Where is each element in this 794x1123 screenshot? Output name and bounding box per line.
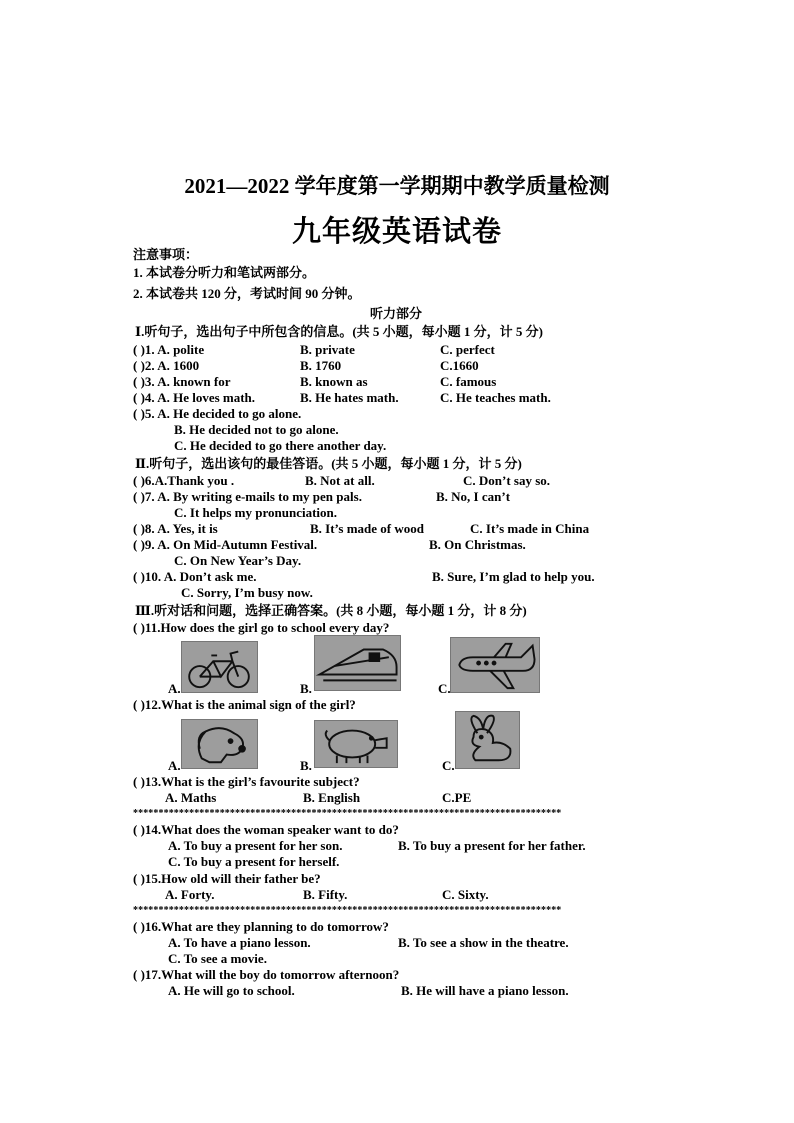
option-b: B. He decided not to go alone. xyxy=(174,422,339,437)
option-c: C. To see a movie. xyxy=(168,951,267,966)
separator-line: ************************************************************************************ xyxy=(133,808,562,819)
question-1: ( )1. A. polite xyxy=(133,342,205,357)
note-item: 2. 本试卷共 120 分，考试时间 90 分钟。 xyxy=(133,286,361,301)
question-11: ( )11.How does the girl go to school every day? xyxy=(133,620,390,635)
option-c: C.1660 xyxy=(440,358,479,373)
notes-heading: 注意事项： xyxy=(133,247,199,262)
option-b: B. Fifty. xyxy=(303,887,348,902)
pig-icon xyxy=(314,720,398,768)
bicycle-icon xyxy=(181,641,258,693)
question-7: ( )7. A. By writing e-mails to my pen pals. xyxy=(133,489,362,504)
note-item: 1. 本试卷分听力和笔试两部分。 xyxy=(133,265,316,280)
question-14: ( )14.What does the woman speaker want to do? xyxy=(133,822,399,837)
question-13: ( )13.What is the girl’s favourite subject? xyxy=(133,774,360,789)
option-c: C. It’s made in China xyxy=(470,521,590,536)
option-a: A. xyxy=(168,758,181,773)
question-4: ( )4. A. He loves math. xyxy=(133,390,256,405)
part1-title: Ⅰ.听句子，选出句子中所包含的信息。(共 5 小题，每小题 1 分，计 5 分) xyxy=(135,324,543,339)
part3-title: Ⅲ.听对话和问题，选择正确答案。(共 8 小题，每小题 1 分，计 8 分) xyxy=(135,603,527,618)
option-c: C. He decided to go there another day. xyxy=(174,438,387,453)
option-c: C. Sorry, I’m busy now. xyxy=(181,585,313,600)
question-16: ( )16.What are they planning to do tomorrow? xyxy=(133,919,389,934)
option-c: C. Don’t say so. xyxy=(463,473,551,488)
section-heading: 听力部分 xyxy=(370,306,423,321)
question-3: ( )3. A. known for xyxy=(133,374,231,389)
exam-title: 2021—2022 学年度第一学期期中教学质量检测 xyxy=(184,174,610,198)
option-c: C. Sixty. xyxy=(442,887,489,902)
option-b: B. known as xyxy=(300,374,368,389)
question-2: ( )2. A. 1600 xyxy=(133,358,200,373)
option-c: C. perfect xyxy=(440,342,495,357)
question-9: ( )9. A. On Mid-Autumn Festival. xyxy=(133,537,318,552)
dog-icon xyxy=(181,719,258,769)
question-5: ( )5. A. He decided to go alone. xyxy=(133,406,302,421)
option-b: B. xyxy=(300,681,312,696)
exam-subtitle: 九年级英语试卷 xyxy=(291,216,502,248)
option-c: C. xyxy=(438,681,451,696)
option-c: C. He teaches math. xyxy=(440,390,551,405)
option-a: A. Forty. xyxy=(165,887,215,902)
question-8: ( )8. A. Yes, it is xyxy=(133,521,218,536)
question-12: ( )12.What is the animal sign of the girl? xyxy=(133,697,356,712)
option-a: A. xyxy=(168,681,181,696)
option-b: B. Sure, I’m glad to help you. xyxy=(432,569,595,584)
rabbit-icon xyxy=(455,711,520,769)
option-a: A. To have a piano lesson. xyxy=(168,935,311,950)
option-b: B. 1760 xyxy=(300,358,342,373)
train-icon xyxy=(314,635,401,691)
option-b: B. Not at all. xyxy=(305,473,375,488)
option-b: B. It’s made of wood xyxy=(310,521,424,536)
option-a: A. Maths xyxy=(165,790,217,805)
option-b: B. He will have a piano lesson. xyxy=(401,983,569,998)
option-c: C. xyxy=(442,758,455,773)
question-15: ( )15.How old will their father be? xyxy=(133,871,321,886)
option-a: A. To buy a present for her son. xyxy=(168,838,343,853)
option-b: B. No, I can’t xyxy=(436,489,511,504)
option-b: B. To see a show in the theatre. xyxy=(398,935,569,950)
part2-title: Ⅱ.听句子，选出该句的最佳答语。(共 5 小题，每小题 1 分，计 5 分) xyxy=(135,456,522,471)
option-b: B. English xyxy=(303,790,361,805)
option-a: A. He will go to school. xyxy=(168,983,295,998)
separator-line: ************************************************************************************ xyxy=(133,905,562,916)
option-b: B. To buy a present for her father. xyxy=(398,838,586,853)
option-c: C. To buy a present for herself. xyxy=(168,854,340,869)
option-b: B. private xyxy=(300,342,355,357)
question-10: ( )10. A. Don’t ask me. xyxy=(133,569,257,584)
option-c: C.PE xyxy=(442,790,472,805)
question-17: ( )17.What will the boy do tomorrow afternoon? xyxy=(133,967,400,982)
option-c: C. On New Year’s Day. xyxy=(174,553,302,568)
option-b: B. xyxy=(300,758,312,773)
option-c: C. It helps my pronunciation. xyxy=(174,505,338,520)
option-b: B. He hates math. xyxy=(300,390,399,405)
option-b: B. On Christmas. xyxy=(429,537,526,552)
question-6: ( )6.A.Thank you . xyxy=(133,473,235,488)
option-c: C. famous xyxy=(440,374,497,389)
airplane-icon xyxy=(450,637,540,693)
